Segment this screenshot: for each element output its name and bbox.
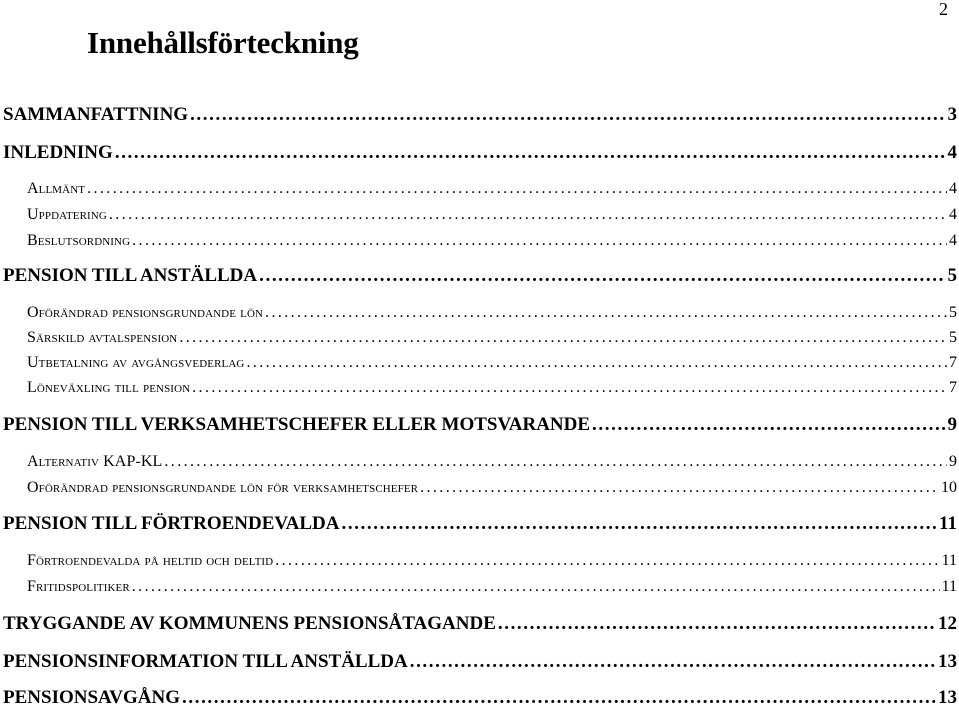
page-number: 2 [939,0,948,19]
toc-entry[interactable] [3,512,957,536]
toc-entry-text: Fritidspolitiker [27,578,130,595]
toc-entry-page: 5 [949,304,957,321]
toc-subentry[interactable] [27,231,957,251]
toc-entry-text: Särskild avtalspension [27,329,178,346]
toc-entry[interactable] [3,413,957,437]
toc-entry-page: 11 [941,552,957,569]
toc-entry[interactable] [3,141,957,165]
dot-leader [179,328,947,348]
toc-entry-page: 4 [949,206,957,223]
toc-entry-text: Uppdatering [27,206,107,223]
dot-leader [164,452,947,472]
toc-entry-page: 5 [949,329,957,346]
toc-entry-text: SAMMANFATTNING [3,104,189,125]
toc-entry-text: Alternativ KAP-KL [27,453,163,470]
toc-entry-text: PENSION TILL FÖRTROENDEVALDA [3,513,340,534]
dot-leader [109,205,947,225]
toc-subentry[interactable] [27,378,957,398]
dot-leader [498,612,936,636]
dot-leader [410,650,936,674]
toc-subentry[interactable] [27,328,957,348]
toc-entry-text: PENSIONSAVGÅNG [3,687,181,708]
dot-leader [87,179,947,199]
toc-entry-text: PENSION TILL VERKSAMHETSCHEFER ELLER MOTSVARANDE [3,414,591,435]
toc-entry-page: 4 [949,180,957,197]
toc-entry[interactable] [3,686,957,710]
toc-entry-page: 11 [941,578,957,595]
dot-leader [275,551,939,571]
toc-entry-page: 13 [938,687,957,708]
toc-entry-page: 5 [947,265,957,286]
toc-subentry[interactable] [27,577,957,597]
toc-entry[interactable] [3,612,957,636]
toc-entry[interactable] [3,264,957,288]
toc-entry-text: TRYGGANDE AV KOMMUNENS PENSIONSÅTAGANDE [3,613,496,634]
dot-leader [265,303,947,323]
toc-subentry[interactable] [27,551,957,571]
toc-entry-text: Beslutsordning [27,232,131,249]
toc-entry-page: 11 [939,513,957,534]
toc-entry-page: 4 [947,142,957,163]
toc-subentry[interactable] [27,478,957,498]
toc-subentry[interactable] [27,353,957,373]
toc-title: Innehållsförteckning [87,25,359,60]
toc-entry-page: 7 [949,354,957,371]
toc-entry-page: 4 [949,232,957,249]
toc-entry-text: INLEDNING [3,142,113,163]
toc-entry-page: 10 [941,479,957,496]
dot-leader [132,577,940,597]
toc-entry-page: 3 [947,104,957,125]
toc-entry-text: PENSION TILL ANSTÄLLDA [3,265,258,286]
toc-subentry[interactable] [27,179,957,199]
toc-entry-text: Förtroendevalda på heltid och deltid [27,552,274,569]
dot-leader [182,686,936,710]
dot-leader [259,264,945,288]
toc-entry[interactable] [3,650,957,674]
dot-leader [246,353,947,373]
toc-entry-page: 9 [947,414,957,435]
dot-leader [132,231,947,251]
dot-leader [192,378,947,398]
toc-entry-page: 7 [949,379,957,396]
toc-subentry[interactable] [27,452,957,472]
toc-entry-page: 13 [938,651,957,672]
dot-leader [190,103,945,127]
dot-leader [342,512,938,536]
dot-leader [115,141,946,165]
toc-entry-text: Allmänt [27,180,86,197]
dot-leader [592,413,945,437]
toc-entry-text: Oförändrad pensionsgrundande lön [27,304,264,321]
toc-subentry[interactable] [27,205,957,225]
toc-entry-text: PENSIONSINFORMATION TILL ANSTÄLLDA [3,651,408,672]
toc-entry-page: 9 [949,453,957,470]
toc-entry-page: 12 [938,613,957,634]
toc-subentry[interactable] [27,303,957,323]
toc-entry-text: Oförändrad pensionsgrundande lön för verksamhetschefer [27,479,419,496]
toc-entry-text: Löneväxling till pension [27,379,191,396]
toc-entry-text: Utbetalning av avgångsvederlag [27,354,245,371]
dot-leader [420,478,939,498]
toc-entry[interactable] [3,103,957,127]
